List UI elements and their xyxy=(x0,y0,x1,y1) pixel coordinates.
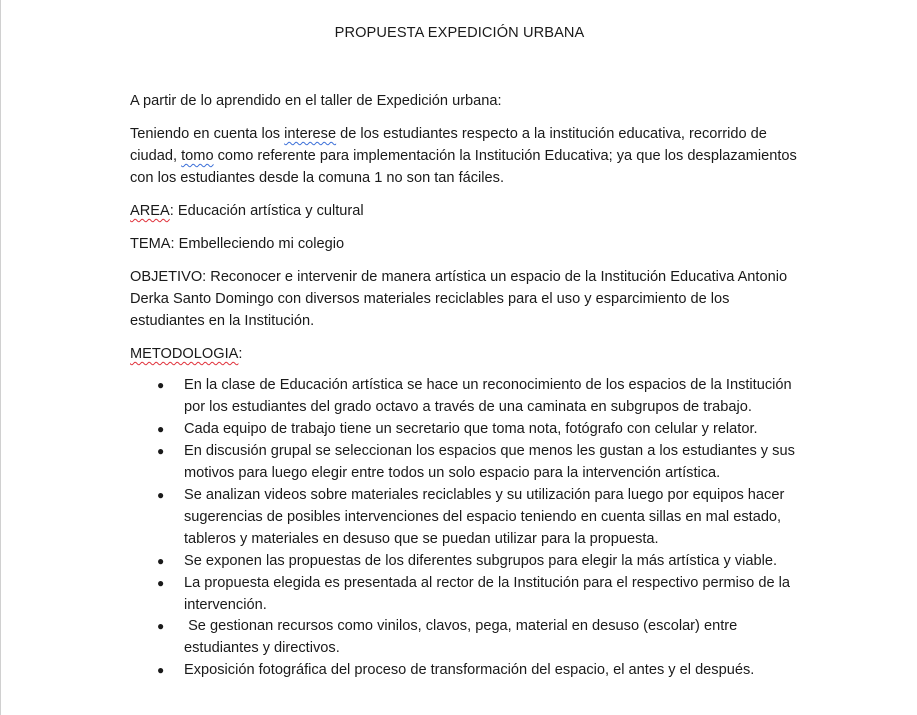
spelling-flagged-word[interactable]: AREA xyxy=(130,203,170,219)
grammar-flagged-word[interactable]: tomo xyxy=(181,148,214,164)
metodologia-suffix: : xyxy=(238,346,243,362)
grammar-flagged-word[interactable]: interese xyxy=(284,126,337,142)
metodologia-list xyxy=(130,374,800,681)
spelling-flagged-word[interactable]: METODOLOGIA xyxy=(130,346,239,362)
bullet-icon: ● xyxy=(157,619,165,633)
document-body xyxy=(130,90,800,681)
tema-paragraph: TEMA: Embelleciendo mi colegio xyxy=(130,236,345,252)
list-item xyxy=(130,615,800,659)
document-title: PROPUESTA EXPEDICIÓN URBANA xyxy=(334,25,585,41)
list-item-text: Se exponen las propuestas de los diferentes subgrupos para elegir la más artística y viable. xyxy=(184,553,778,569)
list-item xyxy=(130,440,800,484)
bullet-icon: ● xyxy=(157,554,165,568)
list-item xyxy=(130,659,800,681)
context-paragraph xyxy=(130,123,800,189)
list-item xyxy=(130,418,800,440)
metodologia-heading xyxy=(130,343,800,365)
list-item xyxy=(130,374,800,418)
list-item-text: La propuesta elegida es presentada al rector de la Institución para el respectivo permiso de la intervención. xyxy=(184,575,791,613)
objetivo-paragraph: OBJETIVO: Reconocer e intervenir de manera artística un espacio de la Institución Educativa Antonio Derka Santo Domingo con diversos materiales reciclables para el uso y esparcimiento de los estudiantes en la Institución. xyxy=(130,269,788,329)
context-text: de los estudiantes respecto a la institución educativa, recorrido de ciudad, xyxy=(130,126,767,164)
list-item xyxy=(130,572,800,616)
intro-paragraph: A partir de lo aprendido en el taller de Expedición urbana: xyxy=(130,93,502,109)
list-item-text: En discusión grupal se seleccionan los espacios que menos les gustan a los estudiantes y sus motivos para luego elegir entre todos un solo espacio para la intervención artística. xyxy=(184,443,795,481)
bullet-icon: ● xyxy=(157,444,165,458)
bullet-icon: ● xyxy=(157,378,165,392)
list-item-text: Exposición fotográfica del proceso de transformación del espacio, el antes y el después. xyxy=(184,662,755,678)
list-item-text: En la clase de Educación artística se hace un reconocimiento de los espacios de la Institución por los estudiantes del grado octavo a través de una caminata en subgrupos de trabajo. xyxy=(184,377,792,415)
bullet-icon: ● xyxy=(157,663,165,677)
context-text: como referente para implementación la Institución Educativa; ya que los desplazamientos con los estudiantes desde la comuna 1 no son tan fáciles. xyxy=(130,148,797,186)
list-item xyxy=(130,484,800,550)
bullet-icon: ● xyxy=(157,488,165,502)
list-item-text: Se analizan videos sobre materiales reciclables y su utilización para luego por equipos hacer sugerencias de posibles intervenciones del espacio teniendo en cuenta sillas en mal estado, tableros y materiales en desuso que se puedan utilizar para la propuesta. xyxy=(184,487,785,547)
list-item-text: Se gestionan recursos como vinilos, clavos, pega, material en desuso (escolar) entre estudiantes y directivos. xyxy=(184,618,742,656)
context-text: Teniendo en cuenta los xyxy=(130,126,285,142)
bullet-icon: ● xyxy=(157,576,165,590)
area-value: : Educación artística y cultural xyxy=(169,203,364,219)
bullet-icon: ● xyxy=(157,422,165,436)
area-paragraph xyxy=(130,200,800,222)
list-item xyxy=(130,550,800,572)
list-item-text: Cada equipo de trabajo tiene un secretario que toma nota, fotógrafo con celular y relator. xyxy=(184,421,758,437)
